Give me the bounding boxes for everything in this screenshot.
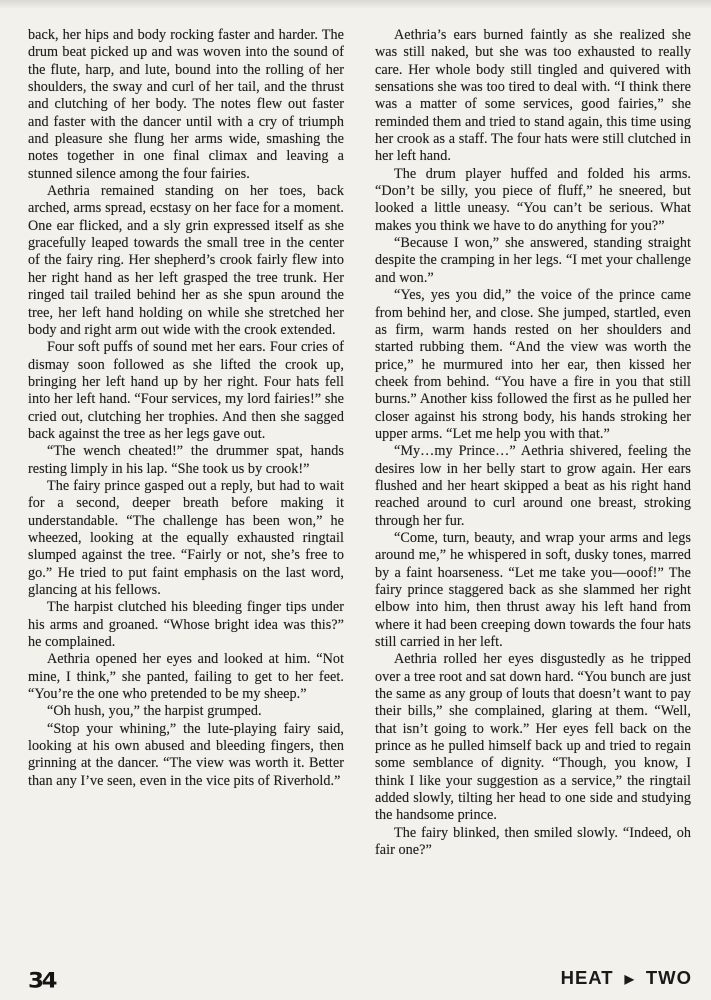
paragraph: “Stop your whining,” the lute-playing fairy said, looking at his own abused and bleeding fingers, then grinning at the dancer. “The view was worth it. Better than any I’ve seen, even in the vice pits of Riverhold.” xyxy=(28,720,344,789)
paragraph: The harpist clutched his bleeding finger tips under his arms and groaned. “Whose bright idea was this?” he complained. xyxy=(28,599,344,651)
running-title-chapter: TWO xyxy=(645,967,692,988)
arrow-right-icon: ▶ xyxy=(624,972,635,986)
paragraph: “Come, turn, beauty, and wrap your arms and legs around me,” he whispered in soft, dusky tones, marred by a faint hoarseness. “Let me take you—ooof!” The fairy prince staggered back as she slammed her right elbow into him, then thrust away his left hand from where it had been creeping down towards the four hats still carried in her left. xyxy=(375,529,691,651)
paragraph: “Yes, yes you did,” the voice of the prince came from behind her, and close. She jumped, startled, even as firm, warm hands rested on her shoulders and started rubbing them. “And the view was worth the price,” he murmured into her ear, then kissed her cheek from behind. “You have a fire in you that still burns.” Another kiss followed the first as he pulled her closer against his strong body, his hands stroking her upper arms. “Let me help you with that.” xyxy=(375,287,691,442)
paragraph: “Oh hush, you,” the harpist grumped. xyxy=(47,703,262,720)
paragraph: Aethria rolled her eyes disgustedly as he tripped over a tree root and sat down hard. “You bunch are just the same as any group of louts that doesn’t want to pay their bills,” she complained, glaring at them. “Well, that isn’t going to work.” Her eyes fell back on the prince as he pulled himself back up and tried to regain some semblance of dignity. “Though, you know, I think I like your suggestion as a service,” the ringtail added slowly, tilting her head to one side and studying the handsome prince. xyxy=(375,651,691,824)
page-footer xyxy=(28,966,692,994)
paragraph: The fairy blinked, then smiled slowly. “Indeed, oh fair one?” xyxy=(375,824,691,859)
paragraph: Aethria opened her eyes and looked at him. “Not mine, I think,” she panted, failing to get to her feet. “You’re the one who pretended to be my sheep.” xyxy=(28,651,344,703)
paragraph: Aethria remained standing on her toes, back arched, arms spread, ecstasy on her face for a moment. One ear flicked, and a sly grin expressed itself as she gracefully leaped towards the small tree in the center of the fairy ring. Her shepherd’s crook fairly flew into her right hand as her left grasped the tree trunk. Her ringed tail trailed behind her as she spun around the tree, her left hand holding on while she stretched her body and right arm out wide with the crook extended. xyxy=(28,183,344,338)
paragraph: “My…my Prince…” Aethria shivered, feeling the desires low in her belly start to grow again. Her ears flushed and her heart skipped a beat as his right hand reached around to curl around one breast, stroking through her fur. xyxy=(375,443,691,529)
paragraph: “The wench cheated!” the drummer spat, hands resting limply in his lap. “She took us by crook!” xyxy=(28,443,344,477)
page-number: 34 xyxy=(28,969,56,993)
right-column xyxy=(375,27,691,860)
paragraph: back, her hips and body rocking faster and harder. The drum beat picked up and was woven into the sound of the flute, harp, and lute, bound into the rolling of her shoulders, the sway and curl of her tail, and the thrust and clutching of her body. The notes flew out faster and faster with the dancer until with a cry of triumph and pleasure she flung her arms wide, smashing the notes together in one final climax and leaving a stunned silence among the four fairies. xyxy=(28,27,344,182)
paragraph: Four soft puffs of sound met her ears. Four cries of dismay soon followed as she lifted the crook up, bringing her left hand up by her right. Four hats fell into her left hand. “Four services, my lord fairies!” she cried out, clutching her trophies. And then she sagged back against the tree as her legs gave out. xyxy=(28,339,344,442)
paragraph: Aethria’s ears burned faintly as she realized she was still naked, but she was too exhausted to really care. Her whole body still tingled and quivered with sensations she was too tired to deal with. “I think there was a matter of some services, good fairies,” she reminded them and tried to stand again, this time using her crook as a staff. The four hats were still clutched in her left hand. xyxy=(375,27,691,165)
running-title xyxy=(561,967,692,989)
left-column xyxy=(28,27,344,860)
paragraph: “Because I won,” she answered, standing straight despite the cramping in her legs. “I met your challenge and won.” xyxy=(375,235,691,286)
text-columns xyxy=(28,27,691,860)
paragraph: The drum player huffed and folded his arms. “Don’t be silly, you piece of fluff,” he sneered, but looked a little uneasy. “You can’t be serious. What makes you think we have to do anything for you?” xyxy=(375,165,691,234)
paragraph: The fairy prince gasped out a reply, but had to wait for a second, deeper breath before making it understandable. “The challenge has been won,” he wheezed, looking at the equally exhausted ringtail slumped against the tree. “Fairly or not, she’s free to go.” He tried to put faint emphasis on the last word, glancing at his fellows. xyxy=(28,477,344,598)
running-title-magazine: HEAT xyxy=(560,967,614,988)
